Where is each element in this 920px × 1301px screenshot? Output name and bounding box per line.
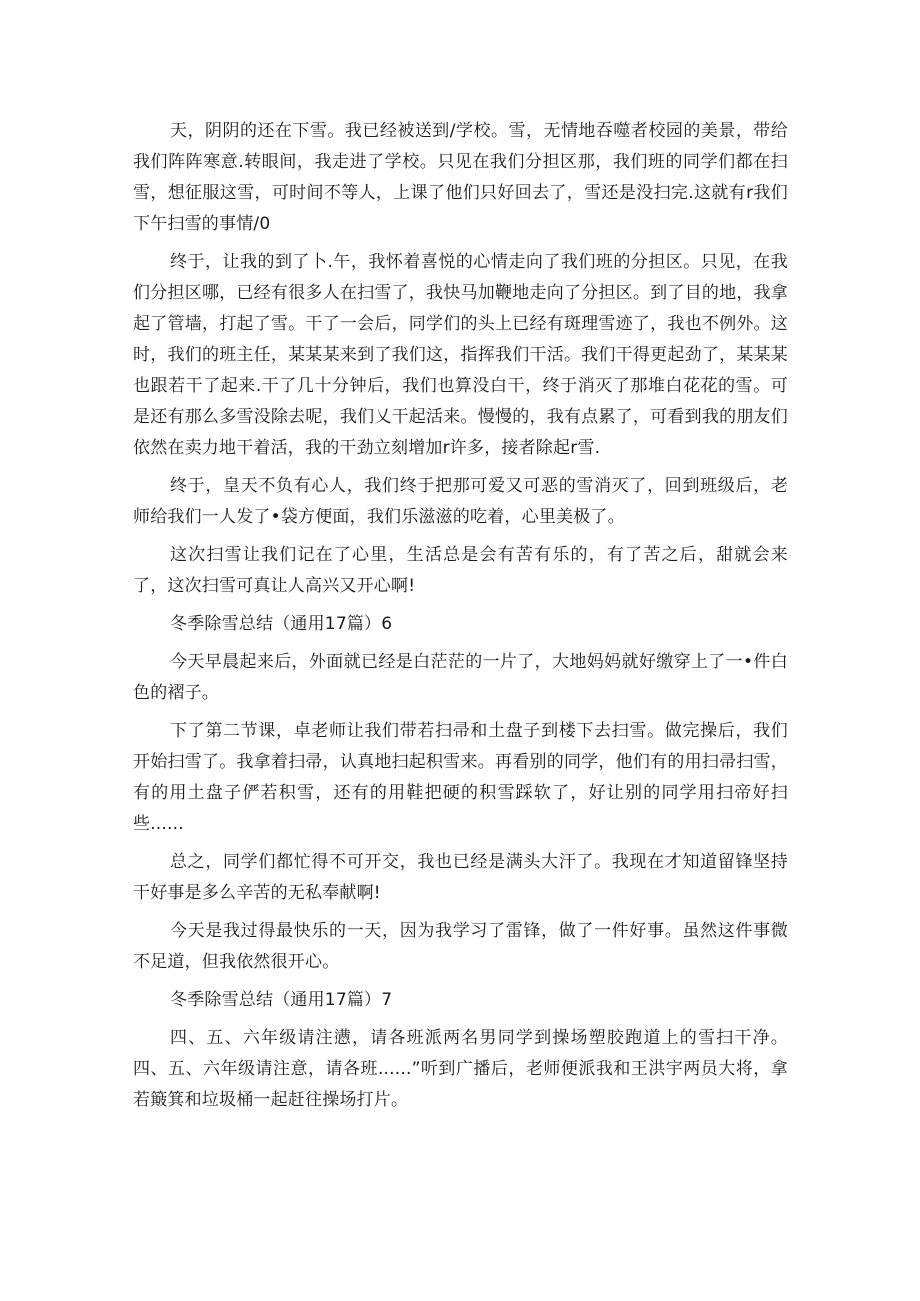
paragraph-7: 总之，同学们都忙得不可开交，我也已经是满头大汗了。我现在才知道留锋坚持干好事是多么辛苦的无私奉献啊! (133, 852, 788, 903)
section-heading-7: 冬季除雪总结（通用17篇）7 (170, 990, 393, 1010)
paragraph-8: 今天是我过得最快乐的一天，因为我学习了雷锋，做了一件好事。虽然这件事微不足道，但我依然很开心。 (133, 921, 788, 972)
paragraph-2: 终于，让我的到了卜.午，我怀着喜悦的心情走向了我们班的分担区。只见，在我们分担区哪，已经有很多人在扫雪了，我快马加鞭地走向了分担区。到了目的地，我拿起了管墙，打起了雪。干了一会后，同学们的头上已经有斑理雪迹了，我也不例外。这时，我们的班主任，某某某来到了我们这，指挥我们干活。我们干得更起劲了，某某某也跟若干了起来.干了几十分钟后，我们也算没白干，终于消灭了那堆白花花的雪。可是还有那么多雪没除去呢，我们乂干起活来。慢慢的，我有点累了，可看到我的朋友们依然在卖力地干着活，我的干劲立刻增加r许多，接者除起r雪. (133, 252, 788, 458)
paragraph-3: 终于，皇天不负有心人，我们终于把那可爱又可恶的雪消灭了，回到班级后，老师给我们一人发了•袋方便面，我们乐滋滋的吃着，心里美极了。 (133, 476, 788, 527)
section-heading-6: 冬季除雪总结（通用17篇）6 (170, 614, 393, 634)
document-body (133, 116, 788, 1123)
paragraph-6: 下了第二节课，卓老师让我们带若扫帚和土盘子到楼下去扫雪。做完操后，我们开始扫雪了。我拿着扫帚，认真地扫起积雪来。再看别的同学，他们有的用扫帚扫雪，有的用土盘子俨若积雪，还有的用鞋把硬的积雪踩软了，好让别的同学用扫帝好扫些...... (133, 721, 788, 834)
paragraph-9: 四、五、六年级请注懑，请各班派两名男同学到操场塑胶跑道上的雪扫干净。四、五、六年级请注意，请各班......”听到广播后，老师便派我和王洪宇两员大将，拿若簸箕和垃圾桶一起赶往操场打片。 (133, 1028, 788, 1110)
paragraph-1: 天，阴阴的还在下雪。我已经被送到/学校。雪，无情地吞噬者校园的美景，带给我们阵阵寒意.转眼间，我走进了学校。只见在我们分担区那，我们班的同学们都在扫雪，想征服这雪，可时间不等人，上课了他们只好回去了，雪还是没扫完.这就有r我们下午扫雪的事情/0 (133, 121, 788, 234)
paragraph-4: 这次扫雪让我们记在了心里，生活总是会有苦有乐的，有了苦之后，甜就会来了，这次扫雪可真让人高兴又开心啊! (133, 545, 788, 596)
paragraph-5: 今天早晨起来后，外面就已经是白茫茫的一片了，大地妈妈就好缴穿上了一•件白色的褶子。 (133, 652, 788, 703)
